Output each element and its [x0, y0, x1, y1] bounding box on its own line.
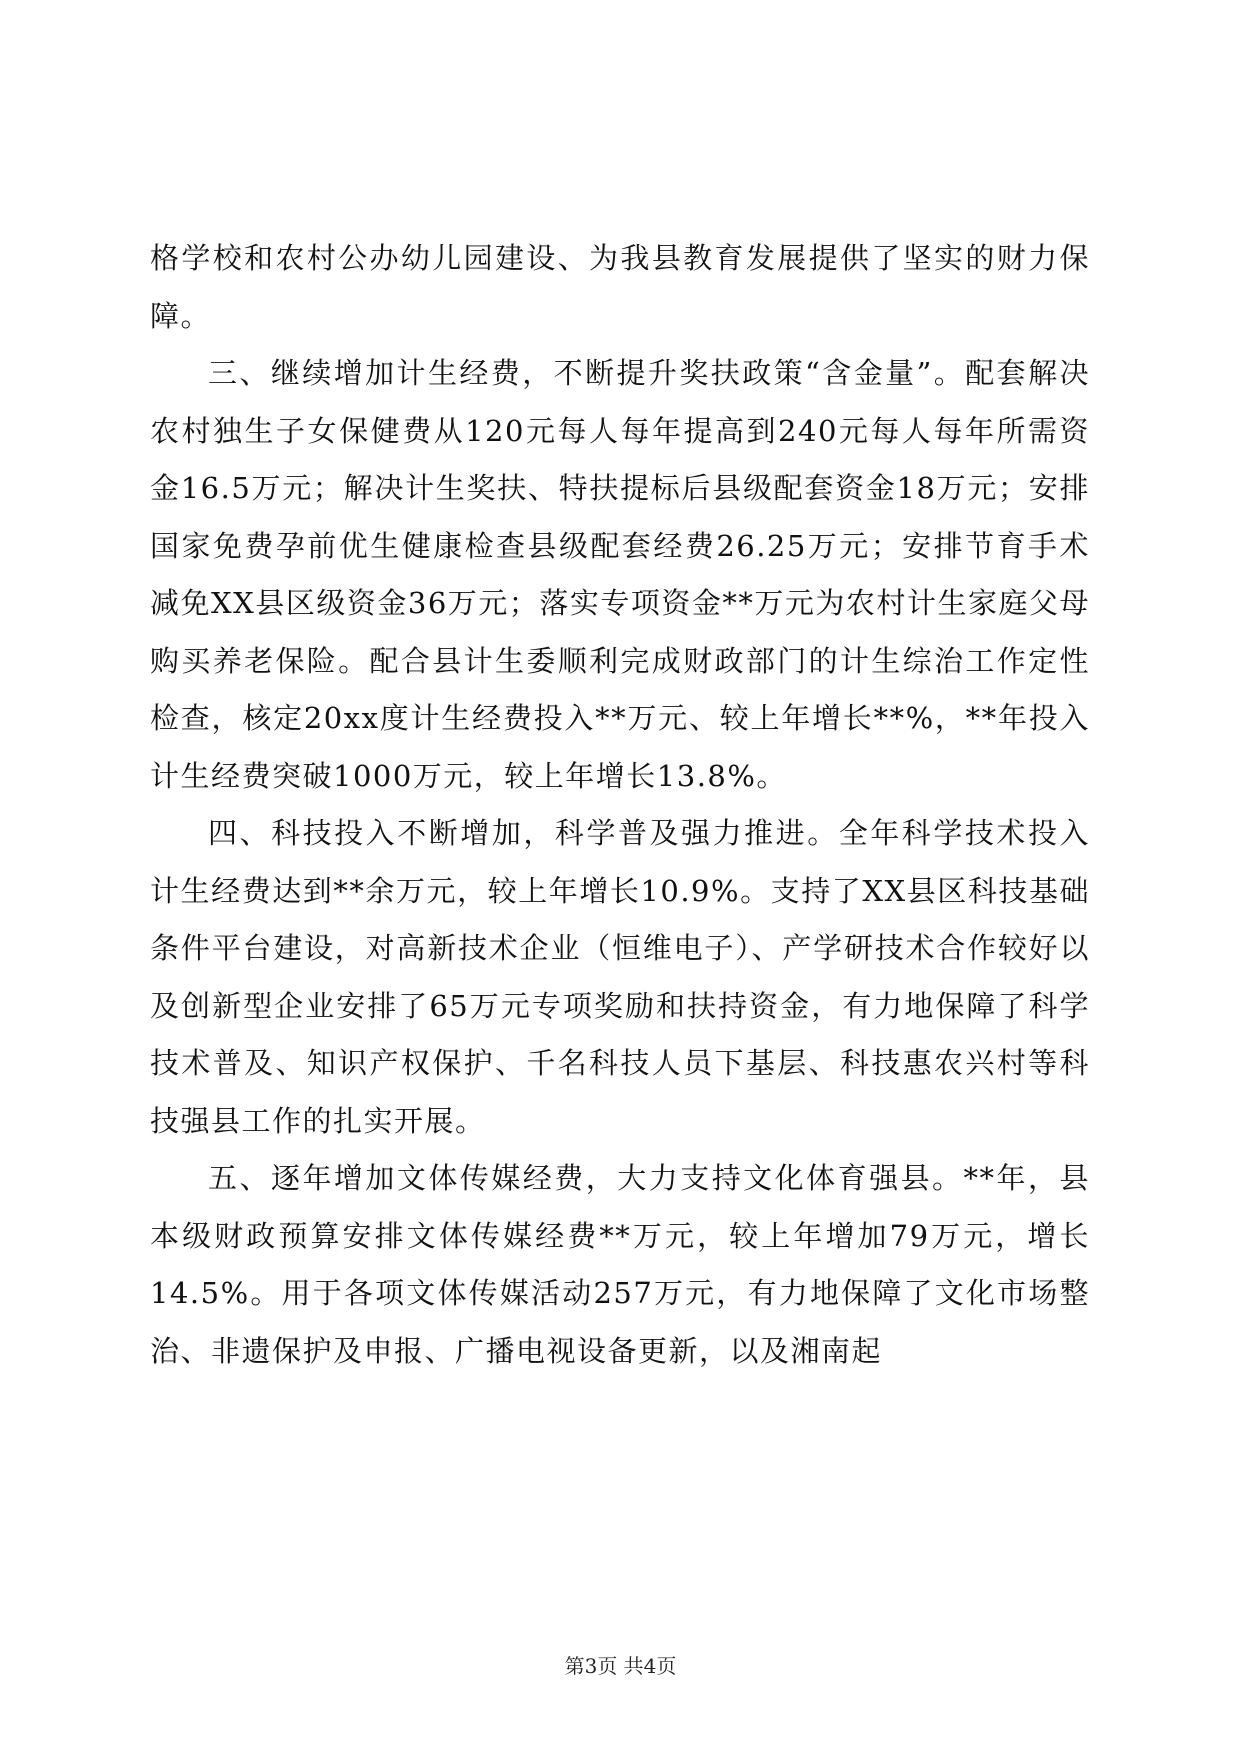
paragraph-science-technology-funding: 四、科技投入不断增加，科学普及强力推进。全年科学技术投入计生经费达到**余万元，较上年增长10.9%。支持了XX县区科技基础条件平台建设，对高新技术企业（恒维电子）、产学研技术合作较好以及创新型企业安排了65万元专项奖励和扶持资金，有力地保障了科学技术普及、知识产权保护、千名科技人员下基层、科技惠农兴村等科技强县工作的扎实开展。 — [150, 816, 1090, 1138]
page-number-indicator: 第3页 共4页 — [564, 1654, 677, 1678]
paragraph-culture-sports-media-funding: 五、逐年增加文体传媒经费，大力支持文化体育强县。**年，县本级财政预算安排文体传媒经费**万元，较上年增加79万元，增长14.5%。用于各项文体传媒活动257万元，有力地保障了文化市场整治、非遗保护及申报、广播电视设备更新，以及湘南起 — [150, 1161, 1090, 1368]
paragraph-continuation: 格学校和农村公办幼儿园建设、为我县教育发展提供了坚实的财力保障。 — [150, 241, 1090, 333]
paragraph-family-planning-funding: 三、继续增加计生经费，不断提升奖扶政策“含金量”。配套解决农村独生子女保健费从120元每人每年提高到240元每人每年所需资金16.5万元；解决计生奖扶、特扶提标后县级配套资金18万元；安排国家免费孕前优生健康检查县级配套经费26.25万元；安排节育手术减免XX县区级资金36万元；落实专项资金**万元为农村计生家庭父母购买养老保险。配合县计生委顺利完成财政部门的计生综治工作定性检查，核定20xx度计生经费投入**万元、较上年增长**%，**年投入计生经费突破1000万元，较上年增长13.8%。 — [150, 356, 1090, 793]
page-footer — [0, 1652, 1241, 1680]
body-text — [150, 230, 1090, 1380]
